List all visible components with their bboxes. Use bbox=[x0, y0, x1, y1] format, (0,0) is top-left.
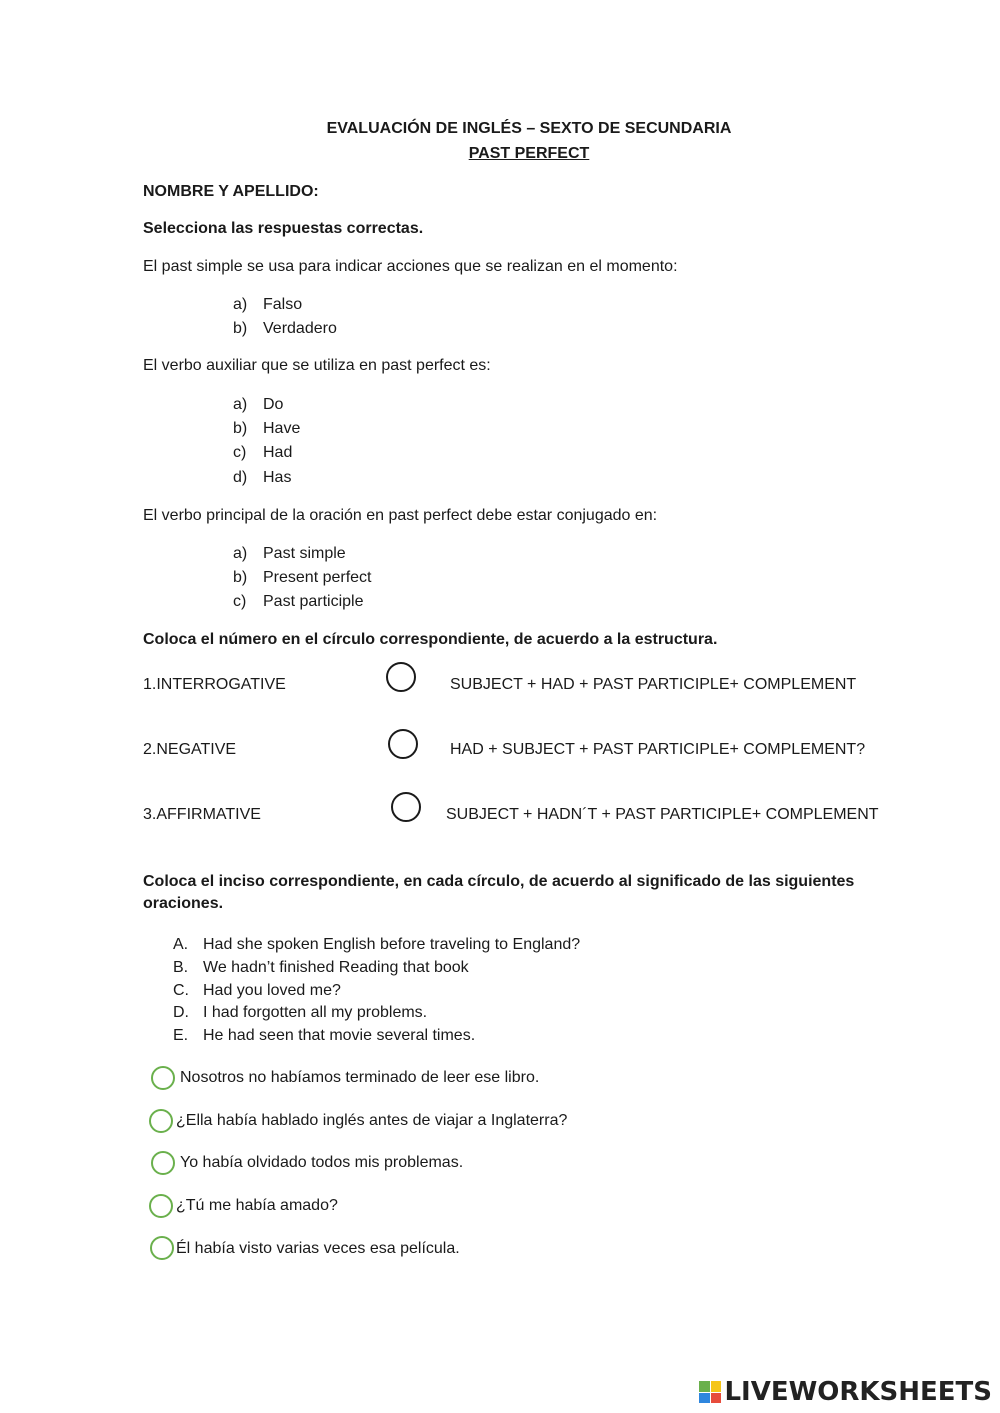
option-text: Verdadero bbox=[263, 320, 337, 337]
translation-circle-5[interactable] bbox=[150, 1236, 174, 1260]
section1-instruction: Selecciona las respuestas correctas. bbox=[143, 220, 424, 237]
translation-circle-1[interactable] bbox=[151, 1066, 175, 1090]
option-key: d) bbox=[233, 469, 248, 486]
question-1-text: El past simple se usa para indicar acciones que se realizan en el momento: bbox=[143, 258, 678, 275]
translation-2: ¿Ella había hablado inglés antes de viajar a Inglaterra? bbox=[176, 1112, 568, 1129]
translation-circle-2[interactable] bbox=[149, 1109, 173, 1133]
option-key: a) bbox=[233, 545, 248, 562]
sentence-text: Had she spoken English before traveling to England? bbox=[203, 936, 581, 953]
page-subtitle: PAST PERFECT bbox=[468, 145, 590, 162]
option-key: a) bbox=[233, 296, 248, 313]
logo-text: LIVEWORKSHEETS bbox=[724, 1377, 992, 1407]
section2-instruction: Coloca el número en el círculo correspondiente, de acuerdo a la estructura. bbox=[143, 631, 718, 648]
structure-text-1: SUBJECT + HAD + PAST PARTICIPLE+ COMPLEMENT bbox=[450, 676, 857, 693]
logo-square-blue bbox=[699, 1393, 710, 1404]
option-key: b) bbox=[233, 420, 248, 437]
structure-label-2: 2.NEGATIVE bbox=[143, 741, 237, 758]
page-title: EVALUACIÓN DE INGLÉS – SEXTO DE SECUNDARIA bbox=[326, 120, 732, 137]
liveworksheets-logo bbox=[699, 1377, 992, 1407]
option-text: Past participle bbox=[263, 593, 364, 610]
sentence-text: I had forgotten all my problems. bbox=[203, 1004, 428, 1021]
structure-label-3: 3.AFFIRMATIVE bbox=[143, 806, 261, 823]
translation-3: Yo había olvidado todos mis problemas. bbox=[180, 1154, 464, 1171]
option-key: c) bbox=[233, 593, 247, 610]
option-text: Do bbox=[263, 396, 284, 413]
logo-icon bbox=[699, 1381, 721, 1403]
translation-circle-3[interactable] bbox=[151, 1151, 175, 1175]
section3-instruction: Coloca el inciso correspondiente, en cada círculo, de acuerdo al significado de las siguientes oraciones. bbox=[143, 873, 855, 912]
sentence-key: C. bbox=[173, 982, 189, 999]
question-2-text: El verbo auxiliar que se utiliza en past perfect es: bbox=[143, 357, 491, 374]
translation-circle-4[interactable] bbox=[149, 1194, 173, 1218]
sentence-key: D. bbox=[173, 1004, 189, 1021]
answer-circle-3[interactable] bbox=[391, 792, 421, 822]
option-text: Had bbox=[263, 444, 293, 461]
option-key: a) bbox=[233, 396, 248, 413]
logo-square-green bbox=[699, 1381, 710, 1392]
answer-circle-2[interactable] bbox=[388, 729, 418, 759]
option-text: Past simple bbox=[263, 545, 346, 562]
option-text: Have bbox=[263, 420, 301, 437]
sentence-key: A. bbox=[173, 936, 189, 953]
translation-5: Él había visto varias veces esa película. bbox=[176, 1240, 460, 1257]
sentence-text: He had seen that movie several times. bbox=[203, 1027, 476, 1044]
translation-1: Nosotros no habíamos terminado de leer ese libro. bbox=[180, 1069, 540, 1086]
option-key: c) bbox=[233, 444, 247, 461]
option-key: b) bbox=[233, 320, 248, 337]
option-text: Falso bbox=[263, 296, 303, 313]
structure-text-3: SUBJECT + HADN´T + PAST PARTICIPLE+ COMPLEMENT bbox=[446, 806, 879, 823]
sentence-key: E. bbox=[173, 1027, 189, 1044]
answer-circle-1[interactable] bbox=[386, 662, 416, 692]
sentence-key: B. bbox=[173, 959, 189, 976]
logo-square-yellow bbox=[711, 1381, 722, 1392]
name-label: NOMBRE Y APELLIDO: bbox=[143, 183, 319, 200]
structure-text-2: HAD + SUBJECT + PAST PARTICIPLE+ COMPLEMENT? bbox=[450, 741, 866, 758]
option-text: Has bbox=[263, 469, 292, 486]
sentence-text: We hadn’t finished Reading that book bbox=[203, 959, 469, 976]
sentence-text: Had you loved me? bbox=[203, 982, 341, 999]
option-key: b) bbox=[233, 569, 248, 586]
structure-label-1: 1.INTERROGATIVE bbox=[143, 676, 286, 693]
logo-square-red bbox=[711, 1393, 722, 1404]
option-text: Present perfect bbox=[263, 569, 372, 586]
translation-4: ¿Tú me había amado? bbox=[176, 1197, 338, 1214]
question-3-text: El verbo principal de la oración en past perfect debe estar conjugado en: bbox=[143, 507, 658, 524]
